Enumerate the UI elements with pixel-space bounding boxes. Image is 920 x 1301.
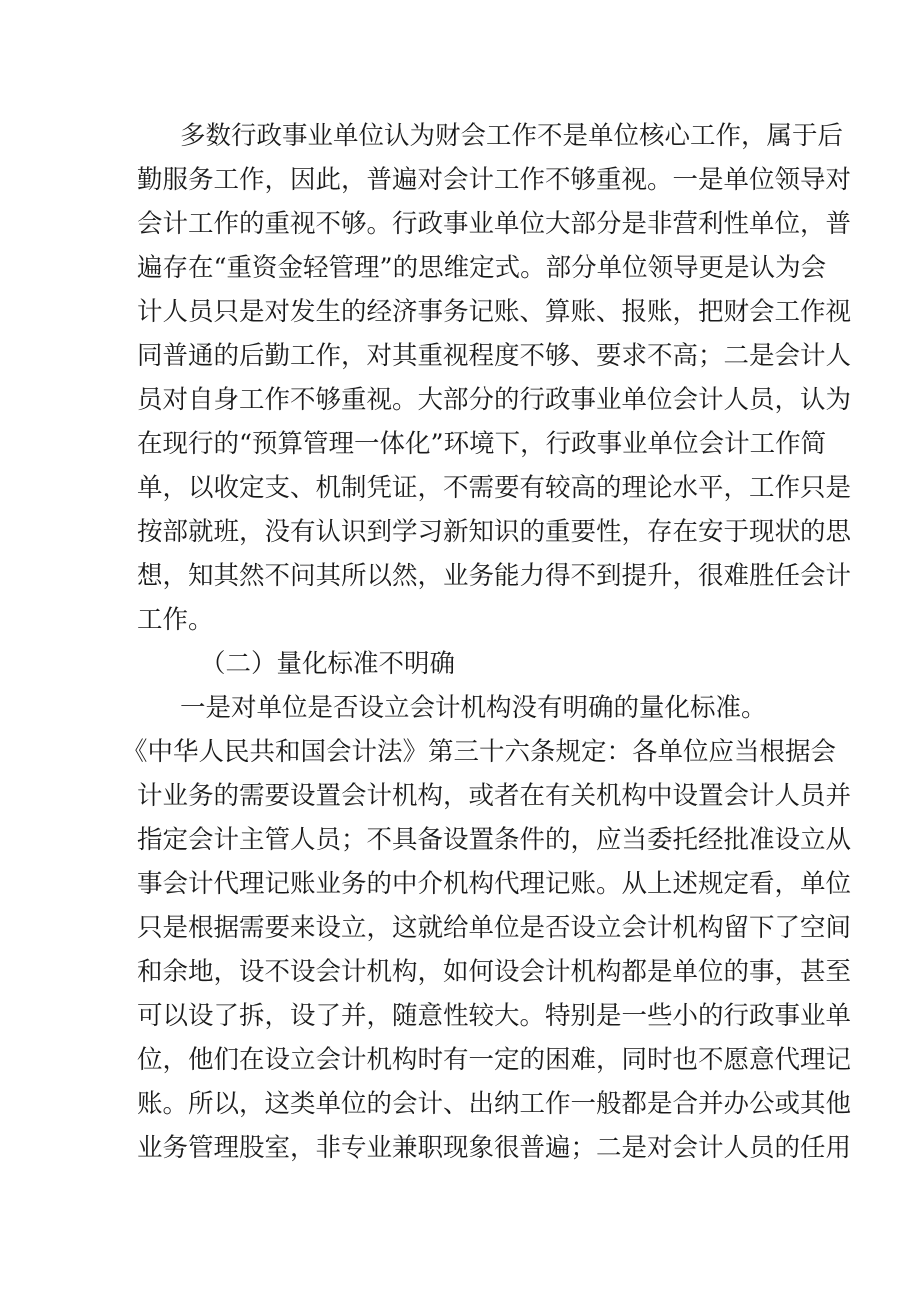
paragraph-2-line-6: 只是根据需要来设立，这就给单位是否设立会计机构留下了空间 — [137, 913, 852, 943]
paragraph-1-line-2: 勤服务工作，因此，普遍对会计工作不够重视。一是单位领导对 — [137, 165, 852, 195]
paragraph-1-line-9: 单，以收定支、机制凭证，不需要有较高的理论水平，工作只是 — [137, 473, 852, 503]
paragraph-2-line-10: 账。所以，这类单位的会计、出纳工作一般都是合并办公或其他 — [137, 1089, 852, 1119]
paragraph-1-line-4: 遍存在“重资金轻管理”的思维定式。部分单位领导更是认为会 — [137, 253, 827, 283]
paragraph-2-line-9: 位，他们在设立会计机构时有一定的困难，同时也不愿意代理记 — [137, 1045, 852, 1075]
paragraph-1-line-11: 想，知其然不问其所以然，业务能力得不到提升，很难胜任会计 — [137, 561, 852, 591]
paragraph-2-line-11: 业务管理股室，非专业兼职现象很普遍；二是对会计人员的任用 — [137, 1133, 852, 1163]
paragraph-2-line-1: 一是对单位是否设立会计机构没有明确的量化标准。 — [180, 693, 767, 723]
paragraph-2-line-8: 可以设了拆，设了并，随意性较大。特别是一些小的行政事业单 — [137, 1001, 852, 1031]
paragraph-2-line-2: 《中华人民共和国会计法》第三十六条规定：各单位应当根据会 — [122, 737, 837, 767]
paragraph-1-line-3: 会计工作的重视不够。行政事业单位大部分是非营利性单位，普 — [137, 209, 852, 239]
paragraph-2-line-4: 指定会计主管人员；不具备设置条件的，应当委托经批准设立从 — [137, 825, 852, 855]
paragraph-1-line-10: 按部就班，没有认识到学习新知识的重要性，存在安于现状的思 — [137, 517, 852, 547]
paragraph-1-line-12: 工作。 — [137, 605, 214, 635]
paragraph-2-line-5: 事会计代理记账业务的中介机构代理记账。从上述规定看，单位 — [137, 869, 852, 899]
paragraph-1-line-7: 员对自身工作不够重视。大部分的行政事业单位会计人员，认为 — [137, 385, 852, 415]
paragraph-1-line-8: 在现行的“预算管理一体化”环境下，行政事业单位会计工作简 — [137, 429, 827, 459]
paragraph-1-line-6: 同普通的后勤工作，对其重视程度不够、要求不高；二是会计人 — [137, 341, 852, 371]
paragraph-2-line-3: 计业务的需要设置会计机构，或者在有关机构中设置会计人员并 — [137, 781, 852, 811]
paragraph-1-line-1: 多数行政事业单位认为财会工作不是单位核心工作，属于后 — [180, 121, 844, 151]
paragraph-2-line-7: 和余地，设不设会计机构，如何设会计机构都是单位的事，甚至 — [137, 957, 852, 987]
paragraph-1-line-5: 计人员只是对发生的经济事务记账、算账、报账，把财会工作视 — [137, 297, 852, 327]
section-heading: （二）量化标准不明确 — [200, 649, 456, 679]
